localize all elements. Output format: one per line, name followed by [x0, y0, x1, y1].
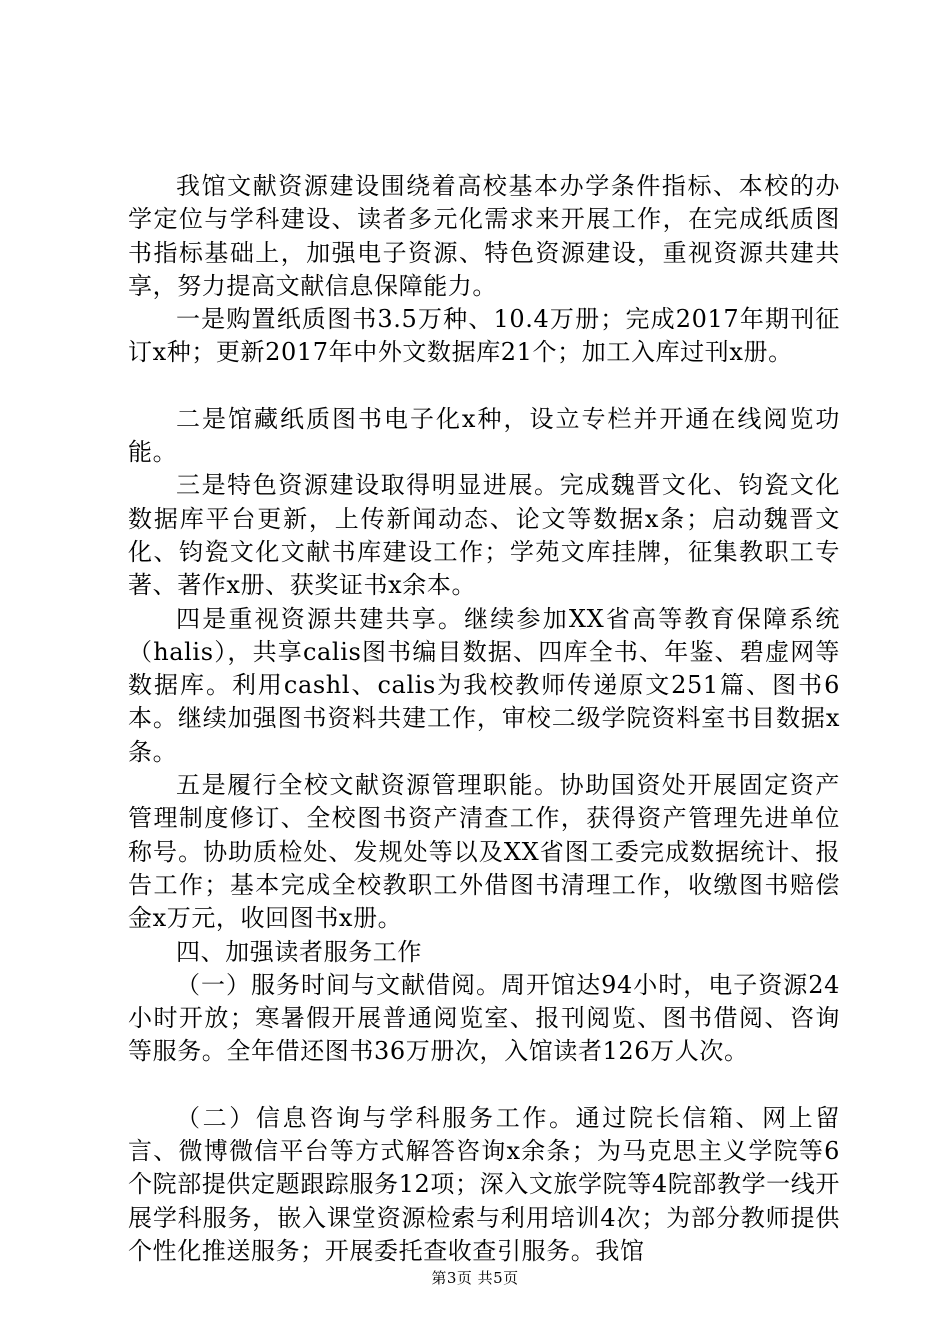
section-heading-reader-service: 四、加强读者服务工作 [176, 937, 422, 966]
paragraph-info-consulting: （二）信息咨询与学科服务工作。通过院长信箱、网上留言、微博微信平台等方式解答咨询x余条；为马克思主义学院等6个院部提供定题跟踪服务12项；深入文旅学院等4院部教学一线开展学科服务，嵌入课堂资源检索与利用培训4次；为部分教师提供个性化推送服务；开展委托查收查引服务。我馆 [128, 1103, 840, 1265]
document-body [128, 170, 840, 1268]
paragraph-item-five: 五是履行全校文献资源管理职能。协助国资处开展固定资产管理制度修订、全校图书资产清查工作，获得资产管理先进单位称号。协助质检处、发规处等以及XX省图工委完成数据统计、报告工作；基本完成全校教职工外借图书清理工作，收缴图书赔偿金x万元，收回图书x册。 [128, 771, 840, 933]
paragraph-item-two: 二是馆藏纸质图书电子化x种，设立专栏并开通在线阅览功能。 [128, 404, 840, 467]
paragraph-item-one: 一是购置纸质图书3.5万种、10.4万册；完成2017年期刊征订x种；更新2017年中外文数据库21个；加工入库过刊x册。 [128, 305, 840, 367]
paragraph-service-hours: （一）服务时间与文献借阅。周开馆达94小时，电子资源24小时开放；寒暑假开展普通阅览室、报刊阅览、图书借阅、咨询等服务。全年借还图书36万册次，入馆读者126万人次。 [128, 970, 840, 1066]
page-number-footer: 第3页 共5页 [431, 1269, 519, 1287]
paragraph-resource-intro: 我馆文献资源建设围绕着高校基本办学条件指标、本校的办学定位与学科建设、读者多元化需求来开展工作，在完成纸质图书指标基础上，加强电子资源、特色资源建设，重视资源共建共享，努力提高文献信息保障能力。 [128, 172, 840, 300]
paragraph-item-four: 四是重视资源共建共享。继续参加XX省高等教育保障系统（halis），共享calis图书编目数据、四库全书、年鉴、碧虚网等数据库。利用cashl、calis为我校教师传递原文251篇、图书6本。继续加强图书资料共建工作，审校二级学院资料室书目数据x条。 [128, 604, 840, 766]
paragraph-item-three: 三是特色资源建设取得明显进展。完成魏晋文化、钧瓷文化数据库平台更新，上传新闻动态、论文等数据x条；启动魏晋文化、钧瓷文化文献书库建设工作；学苑文库挂牌，征集教职工专著、著作x册、获奖证书x余本。 [128, 471, 840, 600]
